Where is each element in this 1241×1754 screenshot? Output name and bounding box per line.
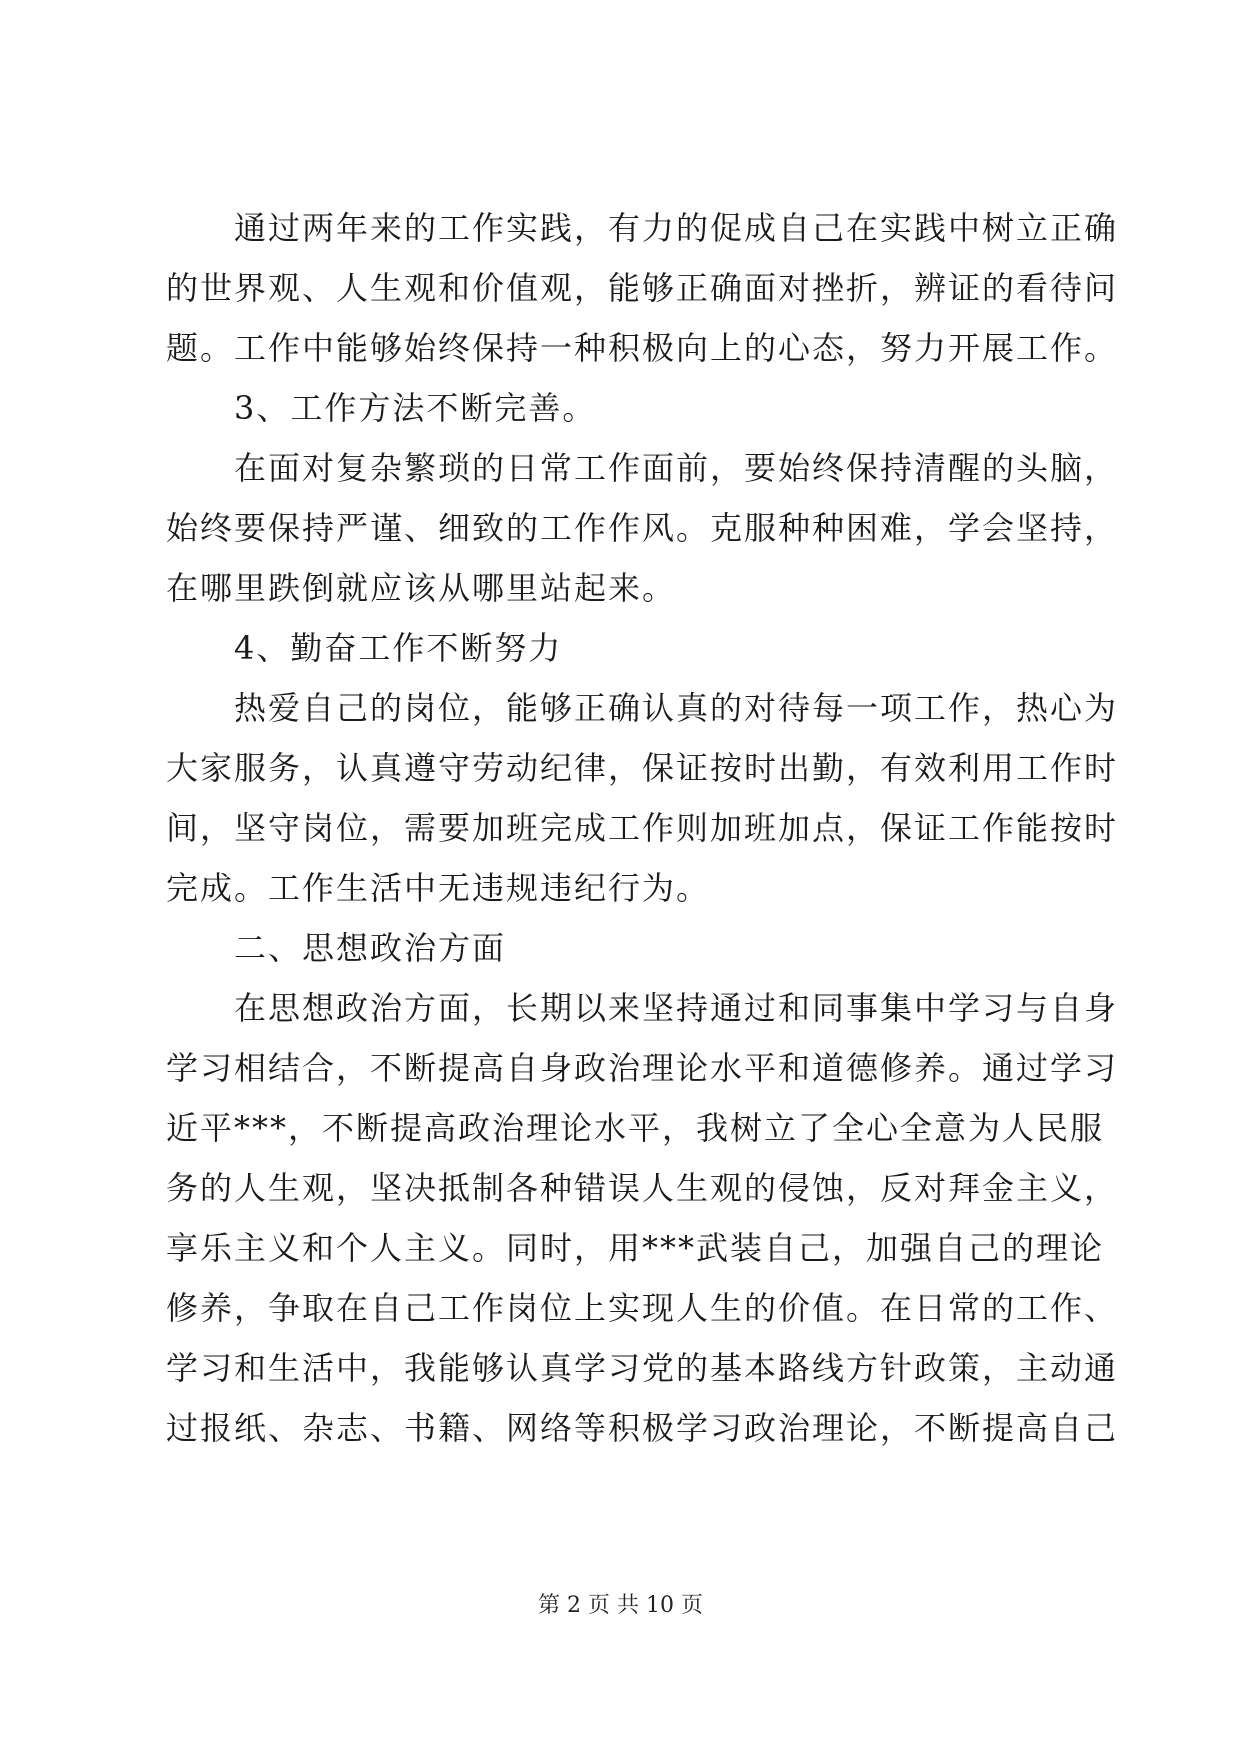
- text-line: 间，坚守岗位，需要加班完成工作则加班加点，保证工作能按时: [166, 809, 1119, 847]
- text-line: 通过两年来的工作实践，有力的促成自己在实践中树立正确: [234, 209, 1119, 247]
- text-line: 4、勤奋工作不断努力: [234, 629, 563, 667]
- text-line: 3、工作方法不断完善。: [234, 389, 597, 427]
- text-line: 在面对复杂繁琐的日常工作面前，要始终保持清醒的头脑，: [234, 449, 1119, 487]
- text-line: 在思想政治方面，长期以来坚持通过和同事集中学习与自身: [234, 989, 1119, 1027]
- text-line: 二、思想政治方面: [234, 929, 507, 967]
- text-line: 热爱自己的岗位，能够正确认真的对待每一项工作，热心为: [234, 689, 1119, 727]
- text-line: 近平***，不断提高政治理论水平，我树立了全心全意为人民服: [166, 1109, 1105, 1147]
- page-footer: 第 2 页 共 10 页: [538, 1593, 703, 1618]
- text-line: 的世界观、人生观和价值观，能够正确面对挫折，辨证的看待问: [166, 269, 1119, 307]
- text-line: 学习相结合，不断提高自身政治理论水平和道德修养。通过学习: [166, 1049, 1119, 1087]
- text-line: 始终要保持严谨、细致的工作作风。克服种种困难，学会坚持，: [166, 509, 1119, 547]
- text-line: 修养，争取在自己工作岗位上实现人生的价值。在日常的工作、: [166, 1289, 1119, 1327]
- text-line: 大家服务，认真遵守劳动纪律，保证按时出勤，有效利用工作时: [166, 749, 1119, 787]
- text-line: 完成。工作生活中无违规违纪行为。: [166, 869, 711, 907]
- text-line: 务的人生观，坚决抵制各种错误人生观的侵蚀，反对拜金主义，: [166, 1169, 1119, 1207]
- text-line: 学习和生活中，我能够认真学习党的基本路线方针政策，主动通: [166, 1349, 1119, 1387]
- text-line: 过报纸、杂志、书籍、网络等积极学习政治理论，不断提高自己: [166, 1409, 1119, 1447]
- text-line: 在哪里跌倒就应该从哪里站起来。: [166, 569, 677, 607]
- text-line: 享乐主义和个人主义。同时，用***武装自己，加强自己的理论: [166, 1229, 1105, 1267]
- document-body: [166, 198, 1119, 1458]
- text-line: 题。工作中能够始终保持一种积极向上的心态，努力开展工作。: [166, 329, 1119, 367]
